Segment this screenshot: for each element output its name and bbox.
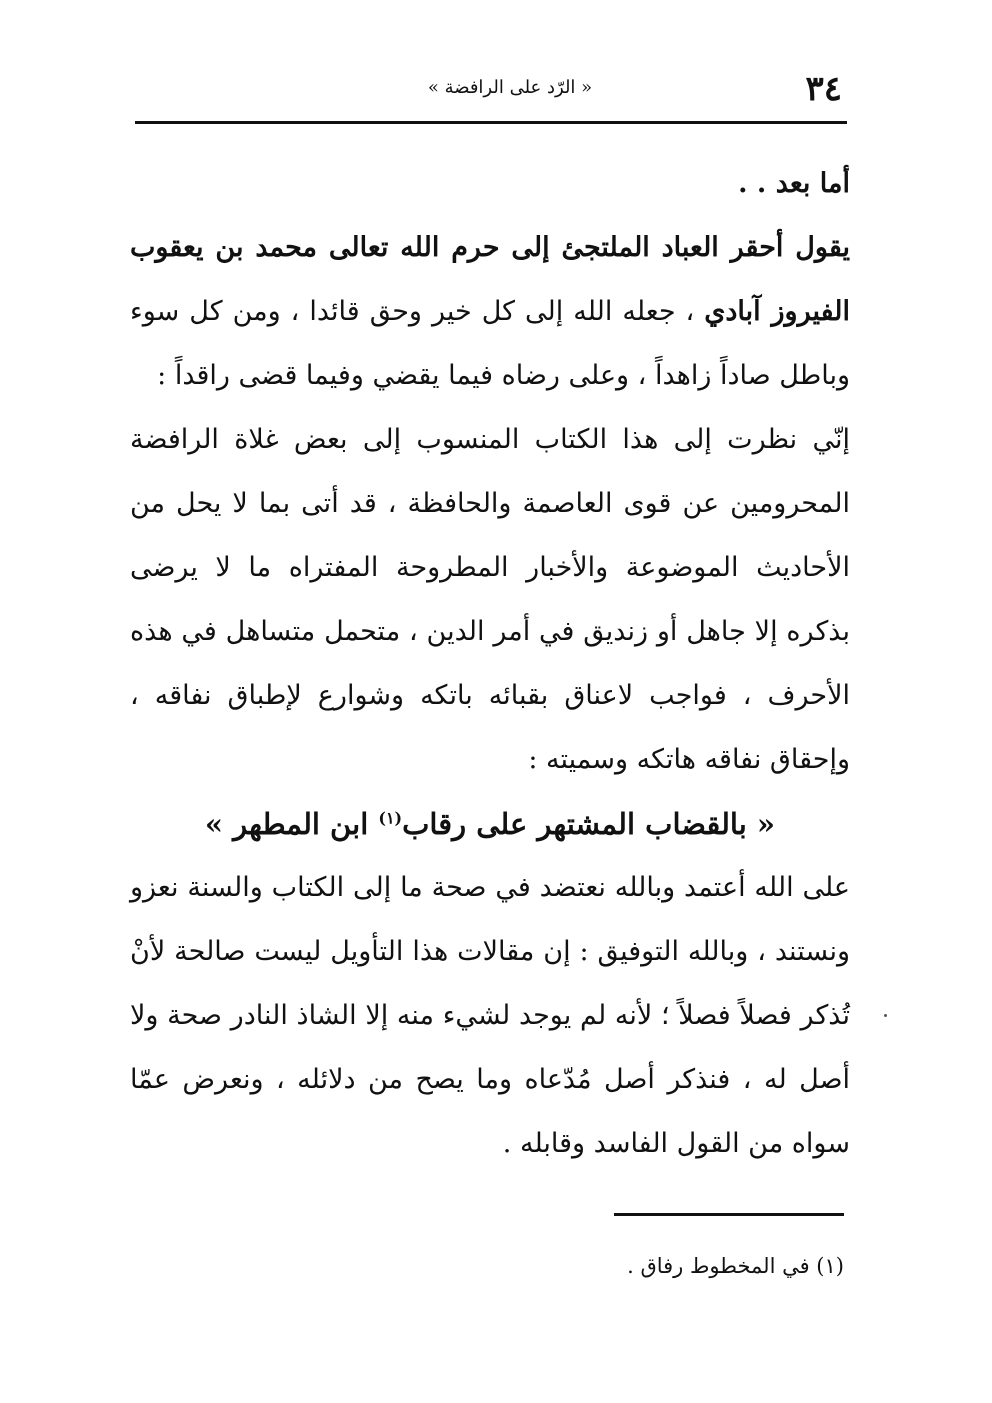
footnote: (١) في المخطوط رفاق .: [627, 1254, 844, 1278]
author-paragraph: [130, 216, 850, 408]
book-critique-paragraph: إنّي نظرت إلى هذا الكتاب المنسوب إلى بعض غلاة الرافضة المحرومين عن قوى العاصمة والحافظة ، قد أتى بما لا يحل من الأحاديث الموضوعة والأخبار المطروحة المفتراه ما لا يرضى بذكره إلا جاهل أو زنديق في أمر الدين ، متحمل متساهل في هذه الأحرف ، فواجب لاعناق بقبائه باتكه وشوارع لإطباق نفاقه ، وإحقاق نفاقه هاتكه وسميته :: [130, 424, 850, 775]
scan-speck: [884, 1014, 887, 1017]
footnote-rule: [614, 1213, 844, 1216]
book-title-end: ابن المطهر »: [204, 807, 369, 841]
reliance-paragraph: على الله أعتمد وبالله نعتضد في صحة ما إلى الكتاب والسنة نعزو ونستند ، وبالله التوفيق : إن مقالات هذا التأويل ليست صالحة لأنْ تُذكر فصلاً فصلاً ؛ لأنه لم يوجد لشيء منه إلا الشاذ النادر صحة ولا أصل له ، فنذكر أصل مُدّعاه وما يصح من دلائله ، ونعرض عمّا سواه من القول الفاسد وقابله .: [130, 872, 850, 1159]
opening-phrase: أما بعد . .: [738, 168, 850, 199]
book-title-start: « بالقضاب المشتهر على رقاب: [402, 807, 776, 841]
main-text: [130, 152, 850, 1176]
author-paragraph-rest: ، جعله الله إلى كل خير وحق قائدا ، ومن كل سوء وباطل صاداً زاهداً ، وعلى رضاه فيما يقضي وفيما قضى راقداً :: [130, 296, 850, 391]
page-number: ٣٤: [805, 69, 842, 109]
author-name: يقول أحقر العباد الملتجئ إلى حرم الله تعالى محمد بن يعقوب الفيروز آبادي: [130, 232, 850, 327]
book-title-line: [130, 792, 850, 856]
header-rule: [135, 121, 847, 124]
footnote-marker: (١): [378, 808, 403, 828]
running-header: « الرّد على الرافضة »: [427, 77, 593, 98]
